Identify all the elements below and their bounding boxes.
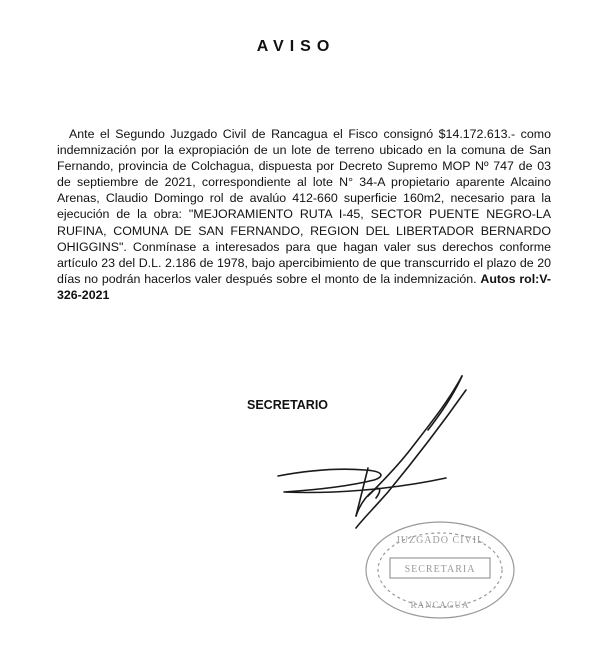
court-stamp — [360, 515, 520, 625]
stamp-line-top: JUZGADO CIVIL — [395, 535, 485, 546]
notice-paragraph: Ante el Segundo Juzgado Civil de Rancagua el Fisco consignó $14.172.613.- como indemnización por la expropiación de un lote de terreno ubicado en la comuna de San Fernando, provincia de Colchagua, dispuesta por Decreto Supremo MOP Nº 747 de 03 de septiembre de 2021, correspondiente al lote N° 34-A propietario aparente Alcaino Arenas, Claudio Domingo rol de avalúo 412-660 superficie 160m2, necesario para la ejecución de la obra: "MEJORAMIENTO RUTA I-45, SECTOR PUENTE NEGRO-LA RUFINA, COMUNA DE SAN FERNANDO, REGION DEL LIBERTADOR BERNARDO OHIGGINS". Conmínase a interesados para que hagan valer sus derechos conforme artículo 23 del D.L. 2.186 de 1978, bajo apercibimiento de que transcurrido el plazo de 20 días no podrán hacerlos valer después sobre el monto de la indemnización. — [57, 127, 551, 286]
stamp-line-bottom: RANCAGUA — [410, 600, 470, 610]
notice-title: AVISO — [256, 38, 336, 55]
signer-title: SECRETARIO — [247, 398, 329, 412]
stamp-line-middle: SECRETARIA — [404, 564, 476, 575]
notice-body — [57, 126, 551, 303]
case-reference: Autos rol:V-326-2021 — [57, 271, 551, 302]
